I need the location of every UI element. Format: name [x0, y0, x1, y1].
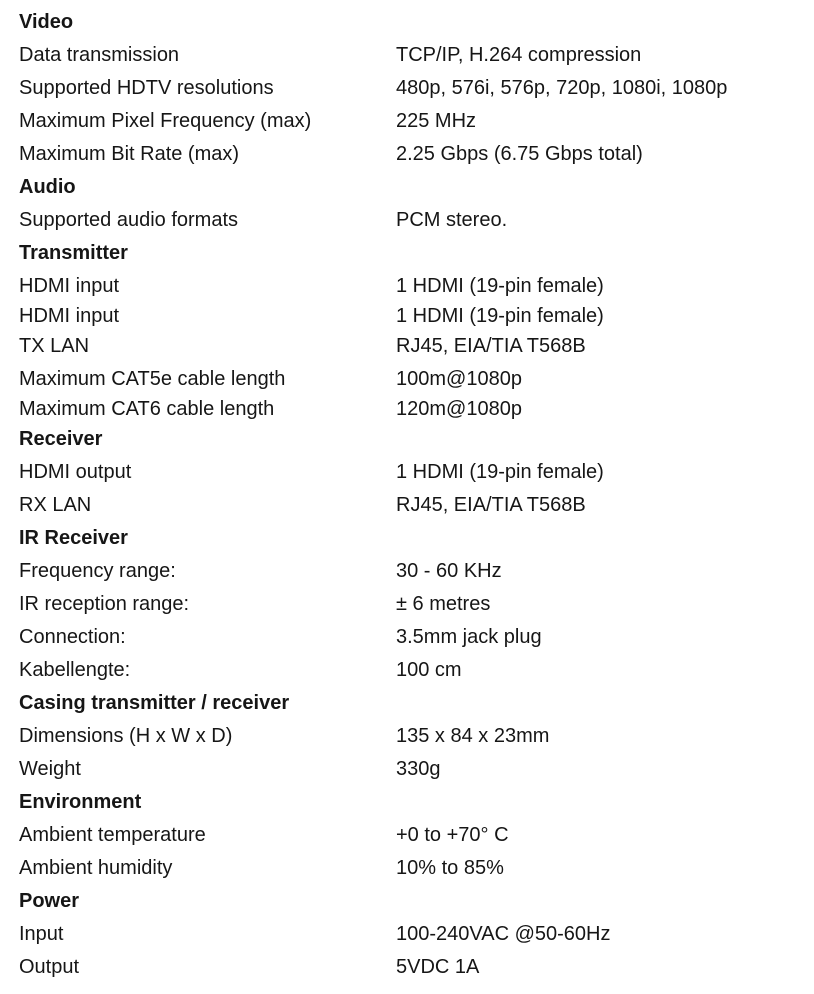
spec-value: 3.5mm jack plug	[396, 626, 542, 648]
spec-value: 1 HDMI (19-pin female)	[396, 461, 604, 483]
spec-label: Maximum Pixel Frequency (max)	[19, 110, 312, 132]
spec-row	[19, 753, 804, 786]
spec-value: 100-240VAC @50-60Hz	[396, 923, 611, 945]
spec-label: Data transmission	[19, 44, 180, 66]
spec-value: 1 HDMI (19-pin female)	[396, 275, 604, 297]
spec-row	[19, 330, 804, 363]
spec-value: TCP/IP, H.264 compression	[396, 44, 642, 66]
spec-row	[19, 489, 804, 522]
spec-label: RX LAN	[19, 494, 92, 516]
spec-label: Connection:	[19, 626, 126, 648]
spec-value: 1 HDMI (19-pin female)	[396, 305, 604, 327]
spec-row	[19, 72, 804, 105]
section-heading: Power	[19, 890, 80, 912]
spec-value: 100 cm	[396, 659, 462, 681]
spec-value: ± 6 metres	[396, 593, 491, 615]
spec-label: IR reception range:	[19, 593, 190, 615]
spec-label: Supported audio formats	[19, 209, 239, 231]
spec-label: HDMI input	[19, 305, 120, 327]
spec-value: 2.25 Gbps (6.75 Gbps total)	[396, 143, 643, 165]
spec-row	[19, 138, 804, 171]
spec-value: 120m@1080p	[396, 398, 522, 420]
spec-row	[19, 456, 804, 489]
spec-value: RJ45, EIA/TIA T568B	[396, 494, 586, 516]
spec-section	[19, 885, 804, 984]
section-heading: Receiver	[19, 428, 103, 450]
spec-value: 135 x 84 x 23mm	[396, 725, 550, 747]
section-heading: Video	[19, 11, 74, 33]
spec-value: +0 to +70° C	[396, 824, 509, 846]
spec-row	[19, 654, 804, 687]
spec-value: RJ45, EIA/TIA T568B	[396, 335, 586, 357]
spec-section	[19, 237, 804, 423]
spec-row	[19, 720, 804, 753]
spec-label: Ambient temperature	[19, 824, 206, 846]
spec-value: 100m@1080p	[396, 368, 522, 390]
section-heading: IR Receiver	[19, 527, 128, 549]
spec-value: PCM stereo.	[396, 209, 508, 231]
spec-label: Maximum CAT5e cable length	[19, 368, 286, 390]
spec-label: Input	[19, 923, 64, 945]
spec-row	[19, 621, 804, 654]
spec-label: HDMI output	[19, 461, 132, 483]
spec-row	[19, 270, 804, 303]
spec-section	[19, 522, 804, 687]
spec-value: 225 MHz	[396, 110, 477, 132]
spec-row	[19, 204, 804, 237]
spec-row	[19, 588, 804, 621]
spec-label: Maximum CAT6 cable length	[19, 398, 275, 420]
spec-row	[19, 918, 804, 951]
spec-label: Dimensions (H x W x D)	[19, 725, 233, 747]
spec-label: Maximum Bit Rate (max)	[19, 143, 240, 165]
spec-section	[19, 687, 804, 786]
spec-value: 10% to 85%	[396, 857, 504, 879]
spec-row	[19, 303, 804, 330]
spec-value: 30 - 60 KHz	[396, 560, 502, 582]
spec-label: TX LAN	[19, 335, 90, 357]
spec-section	[19, 171, 804, 237]
spec-label: Weight	[19, 758, 81, 780]
spec-row	[19, 951, 804, 984]
spec-row	[19, 105, 804, 138]
spec-label: Supported HDTV resolutions	[19, 77, 274, 99]
section-heading: Environment	[19, 791, 142, 813]
spec-row	[19, 363, 804, 396]
spec-row	[19, 555, 804, 588]
spec-row	[19, 39, 804, 72]
spec-section	[19, 6, 804, 171]
spec-row	[19, 819, 804, 852]
section-heading: Audio	[19, 176, 76, 198]
spec-label: HDMI input	[19, 275, 120, 297]
spec-row	[19, 852, 804, 885]
spec-value: 480p, 576i, 576p, 720p, 1080i, 1080p	[396, 77, 728, 99]
spec-value: 5VDC 1A	[396, 956, 480, 978]
spec-label: Ambient humidity	[19, 857, 173, 879]
spec-value: 330g	[396, 758, 441, 780]
spec-label: Kabellengte:	[19, 659, 131, 681]
section-heading: Transmitter	[19, 242, 128, 264]
spec-row	[19, 396, 804, 423]
spec-section	[19, 423, 804, 522]
spec-label: Output	[19, 956, 80, 978]
section-heading: Casing transmitter / receiver	[19, 692, 290, 714]
spec-label: Frequency range:	[19, 560, 176, 582]
spec-section	[19, 786, 804, 885]
